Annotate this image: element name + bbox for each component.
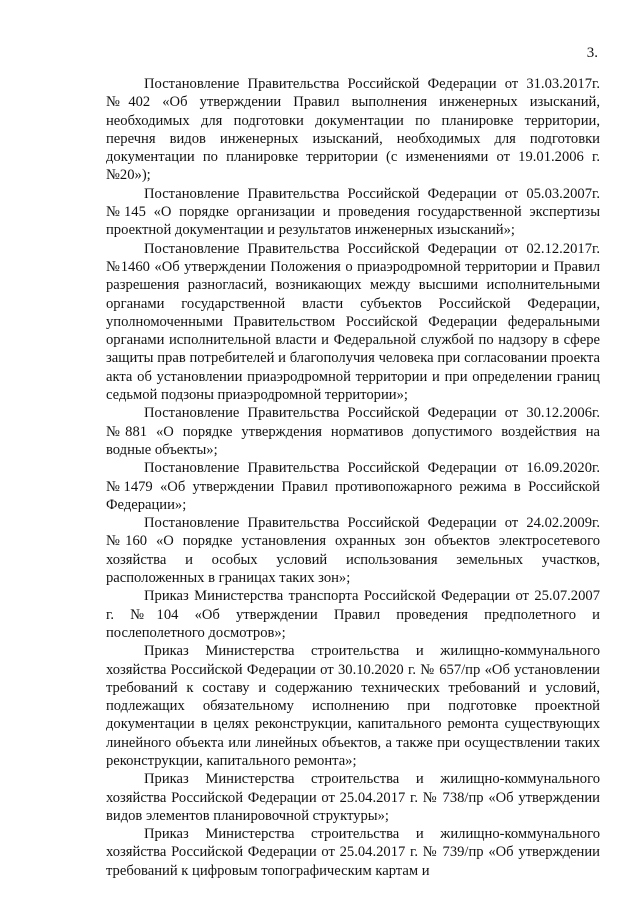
list-item: Постановление Правительства Российской Федерации от 31.03.2017г. №402 «Об утверждении Правил выполнения инженерных изысканий, необходимых для подготовки документации по планировке территории, перечня видов инженерных изысканий, необходимых для подготовки документации по планировке территории (с изменениями от 19.01.2006 г. №20»); bbox=[106, 76, 600, 184]
list-item: Постановление Правительства Российской Федерации от 05.03.2007г. №145 «О порядке организации и проведения государственной экспертизы проектной документации и результатов инженерных изысканий»; bbox=[106, 185, 600, 239]
list-item: Постановление Правительства Российской Федерации от 24.02.2009г. №160 «О порядке установления охранных зон объектов электросетевого хозяйства и особых условий использования земельных участков, расположенных в границах таких зон»; bbox=[106, 515, 600, 587]
list-item: Приказ Министерства строительства и жилищно-коммунального хозяйства Российской Федерации от 30.10.2020 г. № 657/пр «Об установлении требований к составу и содержанию технических требований и условий, подлежащих обязательному исполнению при подготовке проектной документации в целях реконструкции, капитального ремонта существующих линейного объекта или линейных объектов, а также при осуществлении таких реконструкции, капитального ремонта»; bbox=[106, 643, 600, 769]
list-item: Приказ Министерства строительства и жилищно-коммунального хозяйства Российской Федерации от 25.04.2017 г. № 739/пр «Об утверждении требований к цифровым топографическим картам и bbox=[106, 826, 600, 879]
regulations-list bbox=[106, 75, 600, 880]
list-item: Постановление Правительства Российской Федерации от 02.12.2017г. №1460 «Об утверждении Положения о приаэродромной территории и Правил разрешения разногласий, возникающих между высшими исполнительными органами государственной власти субъектов Российской Федерации, уполномоченными Правительством Российской Федерации федеральными органами исполнительной власти и Федеральной службой по надзору в сфере защиты прав потребителей и благополучия человека при согласовании проекта акта об установлении приаэродромной территории и при определении границ седьмой подзоны приаэродромной территории»; bbox=[106, 240, 600, 404]
list-item: Постановление Правительства Российской Федерации от 16.09.2020г. №1479 «Об утверждении Правил противопожарного режима в Российской Федерации»; bbox=[106, 460, 600, 513]
page-number: 3. bbox=[586, 45, 598, 61]
list-item: Приказ Министерства транспорта Российской Федерации от 25.07.2007 г. №104 «Об утверждении Правил проведения предполетного и послеполетного досмотров»; bbox=[106, 588, 600, 641]
list-item: Приказ Министерства строительства и жилищно-коммунального хозяйства Российской Федерации от 25.04.2017 г. № 738/пр «Об утверждении видов элементов планировочной структуры»; bbox=[106, 771, 600, 824]
list-item: Постановление Правительства Российской Федерации от 30.12.2006г. №881 «О порядке утверждения нормативов допустимого воздействия на водные объекты»; bbox=[106, 405, 600, 458]
